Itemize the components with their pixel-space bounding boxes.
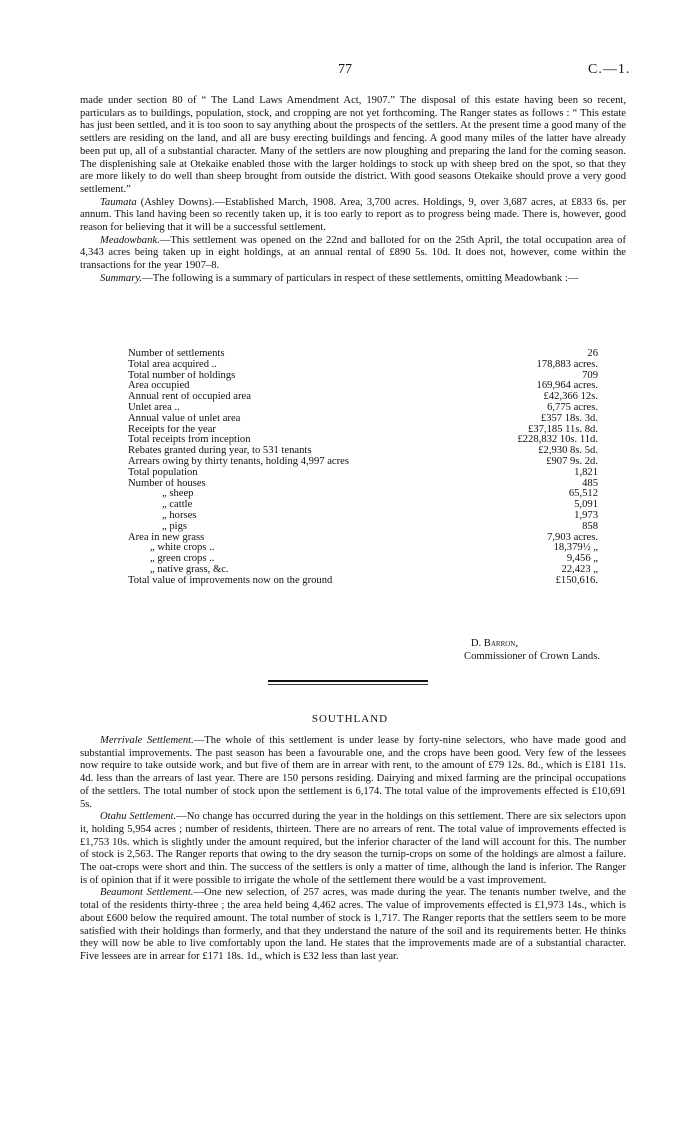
summary-value: £228,832 10s. 11d.	[517, 435, 598, 446]
summary-label: Total value of improvements now on the ground	[128, 575, 333, 586]
summary-row	[128, 576, 598, 587]
paragraph-text: —The whole of this settlement is under lease by forty-nine selectors, who have made good and substantial improvements. The past season has been a favourable one, and the crops have been good. Very few of the lessees now require to take outside work, and but five of them are in arrear with rent, to the amount of £79 12s. 8d., which is £181 11s. 4d. less than the arrears of last year. There are 150 persons residing. Dairying and mixed farming are the principal occupations of the settlers. The total number of stock upon the settlement is 6,174. The total value of the improvements effected is £10,691 5s.	[80, 735, 626, 810]
summary-value: 26	[587, 349, 598, 359]
summary-row	[128, 414, 598, 425]
summary-row	[128, 371, 598, 382]
summary-value: £907 9s. 2d.	[546, 456, 598, 467]
summary-row	[128, 392, 598, 403]
summary-value: 858	[582, 521, 598, 532]
paragraph-taumata	[80, 197, 626, 235]
paragraph-beaumont	[80, 887, 626, 963]
paragraph-lead: Meadowbank.	[100, 234, 160, 246]
summary-label: Receipts for the year	[128, 424, 216, 435]
summary-row	[128, 511, 598, 522]
summary-label: Number of settlements	[128, 349, 225, 359]
paragraph-lead: Beaumont Settlement.	[100, 887, 194, 899]
summary-row	[128, 425, 598, 436]
summary-label: Annual value of unlet area	[128, 413, 241, 424]
paragraph-lead: Otahu Settlement.	[100, 811, 177, 823]
summary-label: Total number of holdings	[128, 370, 236, 381]
summary-row	[128, 479, 598, 490]
signature-name: D. Barron,	[470, 638, 518, 649]
summary-row	[128, 543, 598, 554]
paragraph-text: —No change has occurred during the year in the holdings on this settlement. There are six selectors upon it, holding 5,954 acres ; number of residents, thirteen. There are no arrears of rent. The total value of improvements effected is £1,753 10s. which is slightly under the amount required, but the inferior character of the land will account for this. The number of stock is 2,563. The Ranger reports that owing to the dry season the turnip-crops on some of the holdings are almost a failure. The oat-crops were short and thin. The success of the settlers is only a matter of time, although the land is inferior. The Ranger is of opinion that if it were possible to irrigate the whole of the settlement there would be a vast improvement.	[80, 811, 627, 886]
paragraph-text: —One new selection, of 257 acres, was made during the year. The tenants number twelve, and the total of the residents thirty-three ; the area held being 4,462 acres. The value of improvements effected is £1,973 14s., which is about £600 below the required amount. The total number of stock is 1,717. The Ranger reports that the settlers seem to be more satisfied with their holdings than formerly, and that they understand the nature of the soil and its requirements better. He thinks they will now be able to live comfortably upon the land. He states that the improvements made are of a substantial character. Five lessees are in arrear for £171 18s. 1d., which is £32 less than last year.	[80, 887, 626, 962]
summary-label: „ green crops ..	[150, 554, 215, 565]
summary-row	[128, 468, 598, 479]
summary-value: 1,973	[574, 510, 598, 521]
summary-value: 9,456 „	[566, 554, 598, 565]
southland-text	[80, 735, 626, 964]
summary-value: £42,366 12s.	[543, 392, 598, 403]
summary-label: Unlet area ..	[128, 402, 180, 413]
summary-value: 22,423 „	[561, 564, 598, 575]
summary-value: 169,964 acres.	[536, 381, 598, 392]
summary-value: 6,775 acres.	[547, 402, 598, 413]
summary-label: Total area acquired ..	[128, 359, 217, 370]
intro-text	[80, 95, 626, 286]
summary-row	[128, 500, 598, 511]
summary-label: Annual rent of occupied area	[128, 392, 251, 403]
paragraph-lead: Summary.	[100, 272, 143, 284]
document-reference: C.—1.	[588, 62, 631, 77]
summary-row	[128, 565, 598, 576]
page-number: 77	[338, 62, 352, 77]
paragraph-lead: Taumata	[100, 196, 137, 208]
summary-row	[128, 381, 598, 392]
summary-label: Area occupied	[128, 381, 190, 392]
summary-label: „ sheep	[162, 489, 194, 500]
paragraph-summary	[80, 273, 626, 286]
summary-row	[128, 349, 598, 360]
summary-value: 178,883 acres.	[536, 359, 598, 370]
paragraph-merrivale	[80, 735, 626, 811]
paragraph-meadowbank	[80, 235, 626, 273]
summary-value: 7,903 acres.	[547, 532, 598, 543]
summary-value: £37,185 11s. 8d.	[528, 424, 598, 435]
summary-label: Total receipts from inception	[128, 435, 251, 446]
summary-row	[128, 435, 598, 446]
section-divider	[268, 680, 428, 682]
summary-value: 18,379½ „	[553, 543, 598, 554]
paragraph-otahu	[80, 811, 626, 887]
summary-value: 5,091	[574, 500, 598, 511]
summary-value: £357 18s. 3d.	[540, 413, 598, 424]
section-title: SOUTHLAND	[311, 713, 389, 725]
summary-row	[128, 446, 598, 457]
summary-value: £2,930 8s. 5d.	[538, 446, 598, 457]
summary-value: 709	[582, 370, 598, 381]
summary-label: „ native grass, &c.	[150, 564, 229, 575]
summary-row	[128, 360, 598, 371]
summary-row	[128, 522, 598, 533]
summary-label: „ pigs	[162, 521, 188, 532]
summary-row	[128, 489, 598, 500]
summary-row	[128, 533, 598, 544]
paragraph-text: made under section 80 of “ The Land Laws Amendment Act, 1907.” The disposal of this estate having been so recent, particulars as to buildings, population, stock, and cropping are not yet forthcoming. The Ranger states as follows : “ This estate has just been settled, and it is too soon to say anything about the prospects of the settlers. At the present time a good many of the settlers are residing on the land, and all are busy erecting buildings and fencing. A good many miles of the latter have already been put up, all of a substantial character. Many of the settlers are now ploughing and preparing the land for the coming season. The displenishing sale at Otekaike enabled those with the larger holdings to stock up with sheep bred on the spot, so that they are more likely to do well than sheep brought from outside the district. With good seasons Otekaike should prove a very good settlement.”	[80, 95, 626, 195]
summary-value: 1,821	[574, 467, 598, 478]
summary-value: £150,616.	[555, 575, 598, 586]
paragraph-text: (Ashley Downs).—Established March, 1908. Area, 3,700 acres. Holdings, 9, over 3,687 acres, at £833 6s. per annum. This land having been so recently taken up, it is too early to report as to progress being made. There is, however, good reason for believing that it will be a successful settlement.	[80, 196, 626, 234]
signature-title: Commissioner of Crown Lands.	[464, 651, 600, 662]
paragraph-lead: Merrivale Settlement.	[100, 735, 194, 746]
summary-label: „ cattle	[162, 500, 193, 511]
summary-table	[128, 349, 598, 587]
summary-label: Number of houses	[128, 478, 206, 489]
section-divider-thin	[268, 684, 428, 685]
summary-label: Arrears owing by thirty tenants, holding 4,997 acres	[128, 456, 349, 467]
summary-row	[128, 457, 598, 468]
summary-label: Rebates granted during year, to 531 tenants	[128, 446, 312, 457]
paragraph	[80, 95, 626, 197]
page-header	[0, 62, 700, 78]
paragraph-text: —The following is a summary of particulars in respect of these settlements, omitting Meadowbank :—	[142, 272, 579, 284]
summary-row	[128, 554, 598, 565]
summary-label: „ white crops ..	[150, 543, 215, 554]
paragraph-text: —This settlement was opened on the 22nd and balloted for on the 25th April, the total occupation area of 4,343 acres being taken up in eight holdings, at an annual rental of £890 5s. 10d. It does not, however, come within the transactions for the year 1907–8.	[80, 234, 626, 272]
summary-label: „ horses	[162, 510, 197, 521]
summary-label: Area in new grass	[128, 532, 205, 543]
summary-row	[128, 403, 598, 414]
summary-value: 65,512	[568, 489, 598, 500]
summary-label: Total population	[128, 467, 198, 478]
summary-value: 485	[582, 478, 598, 489]
